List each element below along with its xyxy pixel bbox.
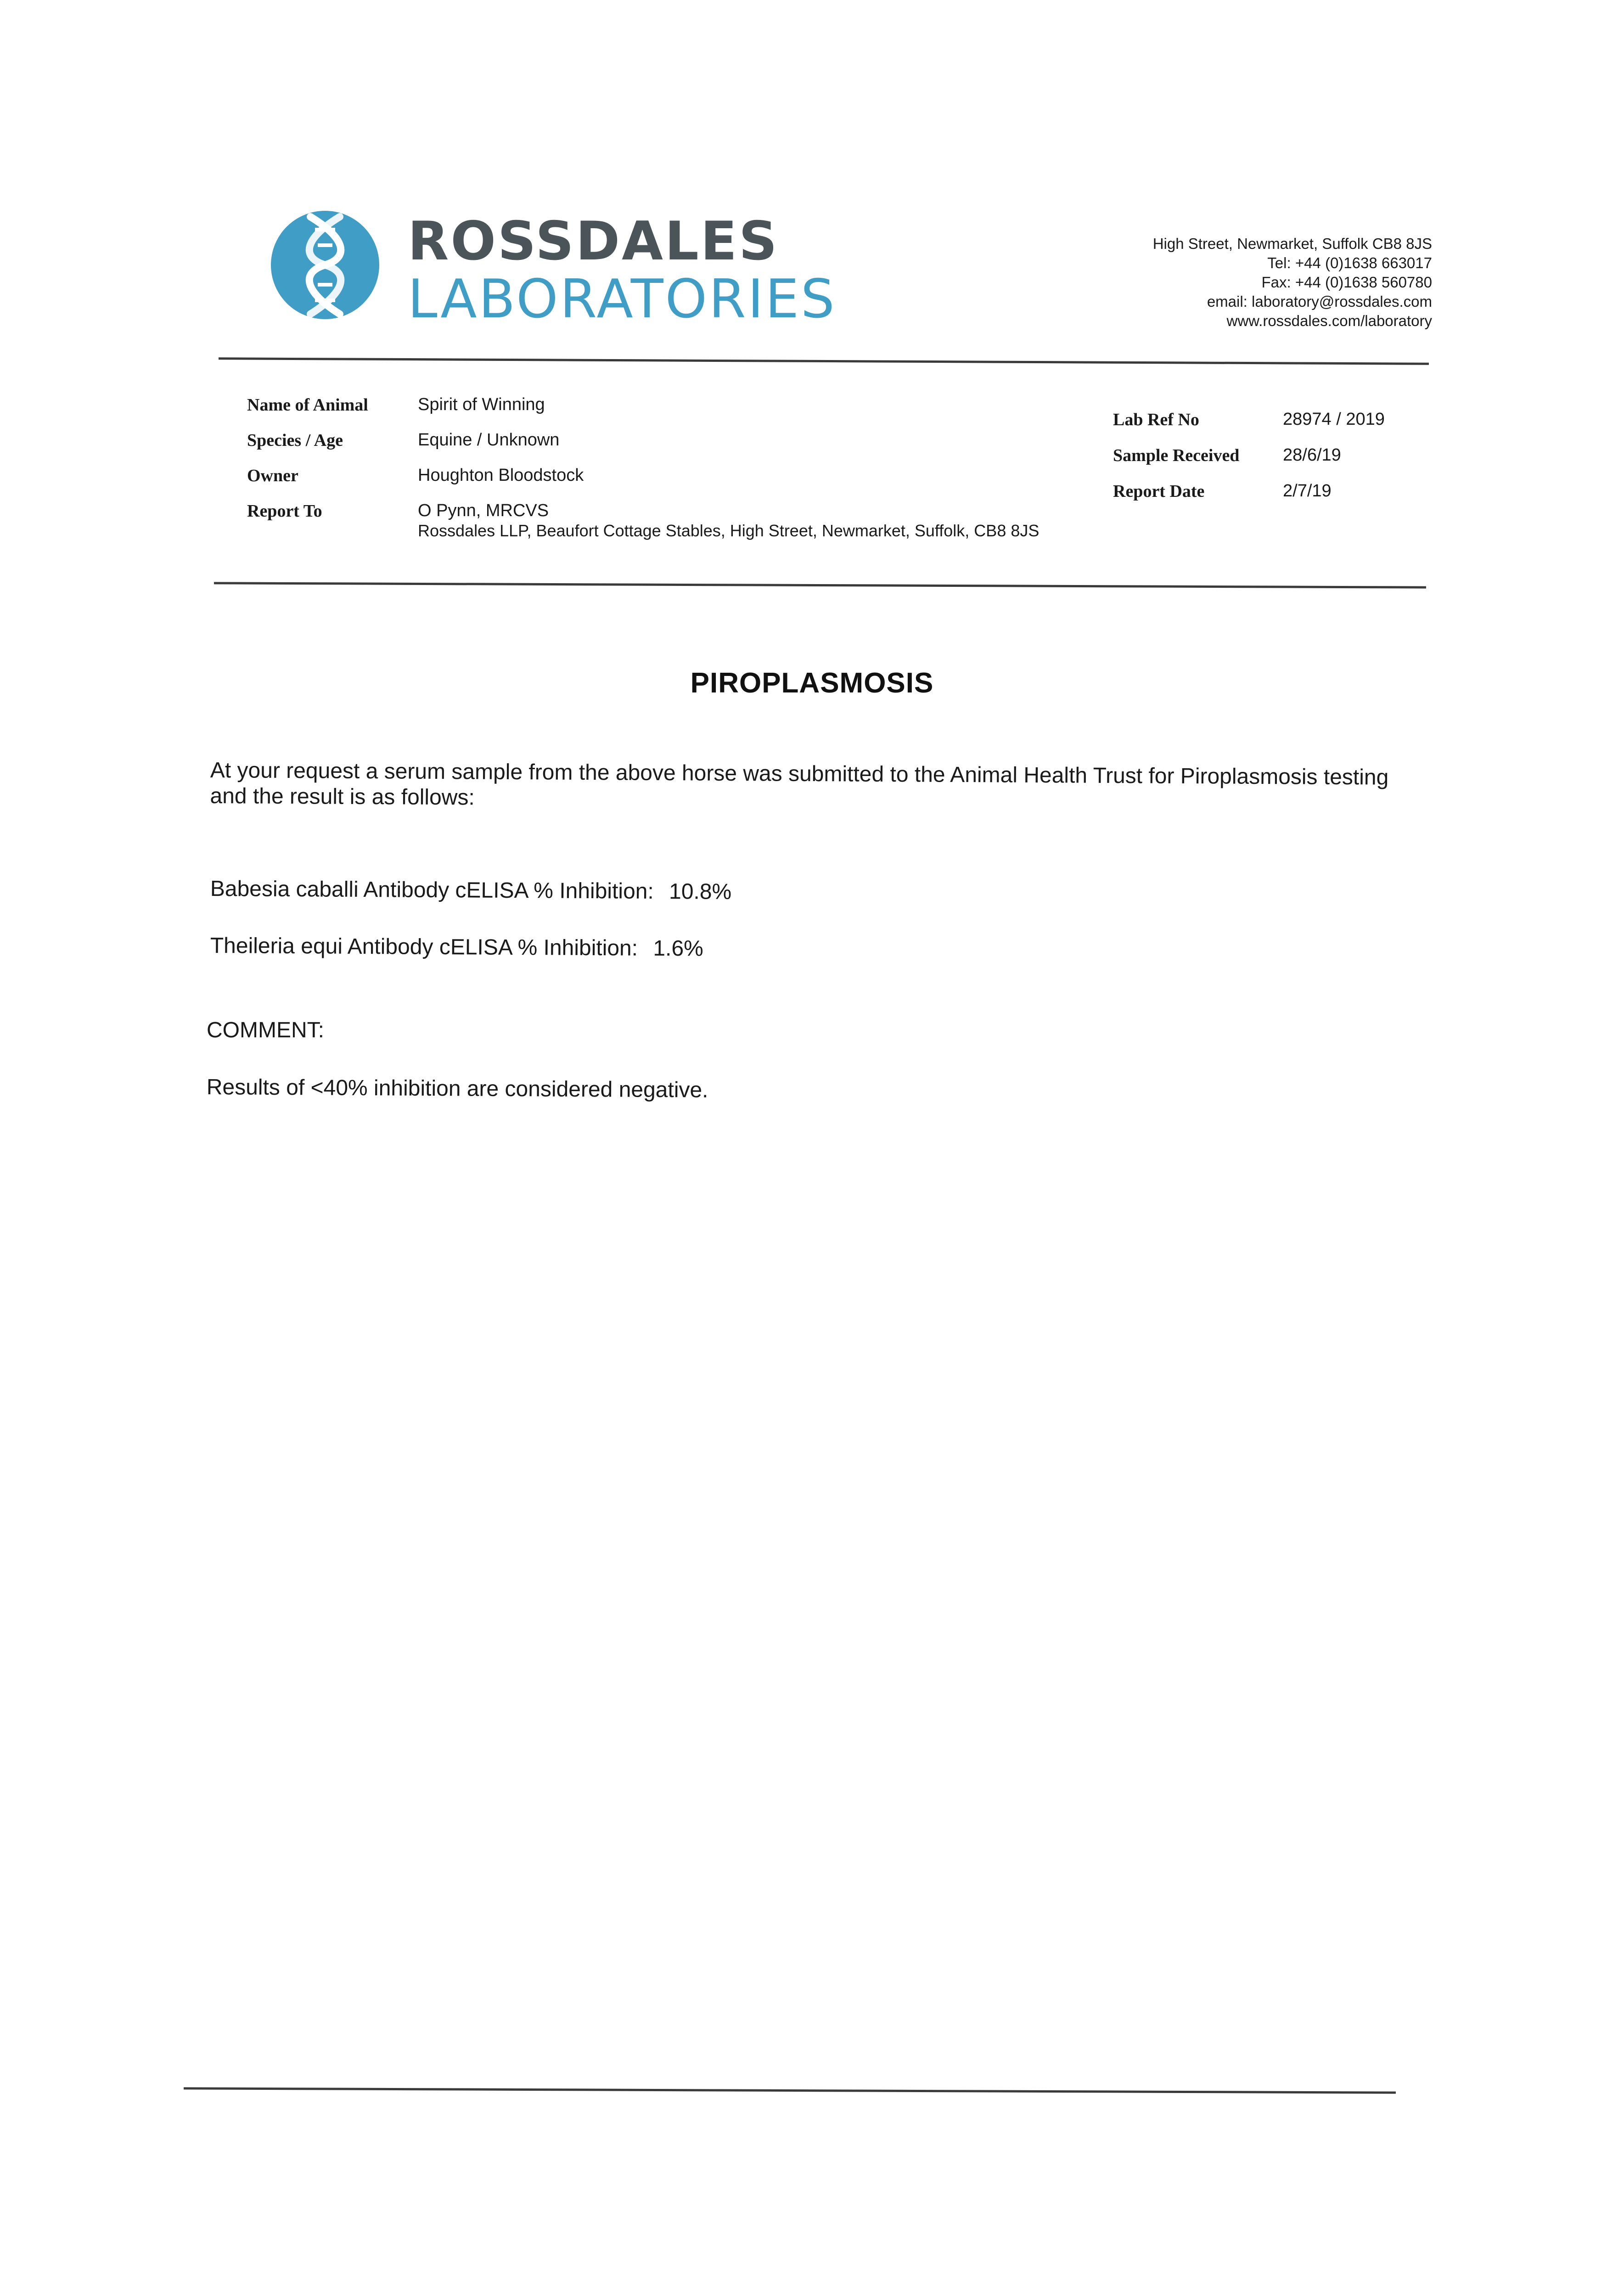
report-to-label: Report To: [247, 501, 322, 521]
contact-website: www.rossdales.com/laboratory: [1226, 312, 1432, 329]
result-line: [210, 876, 732, 905]
name-of-animal-value: Spirit of Winning: [418, 395, 545, 414]
name-of-animal-label: Name of Animal: [247, 395, 368, 415]
details-divider: [214, 582, 1426, 588]
lab-ref-label: Lab Ref No: [1113, 410, 1199, 429]
brand-name-line2: LABORATORIES: [408, 268, 837, 330]
sample-received-label: Sample Received: [1113, 446, 1240, 465]
report-title: PIROPLASMOSIS: [690, 667, 934, 699]
report-date-value: 2/7/19: [1283, 481, 1332, 501]
result-value: 10.8%: [669, 879, 732, 904]
brand-logotype: [408, 210, 837, 330]
comment-text: Results of <40% inhibition are considered negative.: [206, 1075, 708, 1103]
result-line: [210, 933, 703, 962]
contact-tel: Tel: +44 (0)1638 663017: [1267, 254, 1432, 271]
dna-helix-icon: [270, 208, 380, 322]
brand-name-line1: ROSSDALES: [408, 210, 779, 272]
contact-block: [1153, 234, 1432, 331]
owner-value: Houghton Bloodstock: [418, 466, 584, 485]
intro-paragraph: At your request a serum sample from the above horse was submitted to the Animal Health Trust for Piroplasmosis testing and the result is as follows:: [210, 758, 1389, 810]
report-to-address: Rossdales LLP, Beaufort Cottage Stables, High Street, Newmarket, Suffolk, CB8 8JS: [418, 521, 1040, 540]
contact-address: High Street, Newmarket, Suffolk CB8 8JS: [1152, 235, 1432, 252]
species-age-label: Species / Age: [247, 431, 343, 450]
result-value: 1.6%: [653, 936, 703, 961]
header-divider: [219, 357, 1429, 365]
contact-fax: Fax: +44 (0)1638 560780: [1261, 274, 1432, 291]
report-to-value: O Pynn, MRCVS: [418, 501, 549, 520]
contact-email: email: laboratory@rossdales.com: [1207, 293, 1432, 310]
report-date-label: Report Date: [1113, 482, 1205, 501]
comment-heading: COMMENT:: [207, 1018, 324, 1042]
owner-label: Owner: [247, 466, 298, 485]
result-label: Babesia caballi Antibody cELISA % Inhibition:: [210, 877, 654, 904]
sample-received-value: 28/6/19: [1283, 445, 1341, 465]
species-age-value: Equine / Unknown: [418, 430, 560, 450]
footer-divider: [184, 2087, 1396, 2093]
result-label: Theileria equi Antibody cELISA % Inhibition:: [210, 934, 638, 961]
lab-ref-value: 28974 / 2019: [1283, 410, 1385, 429]
